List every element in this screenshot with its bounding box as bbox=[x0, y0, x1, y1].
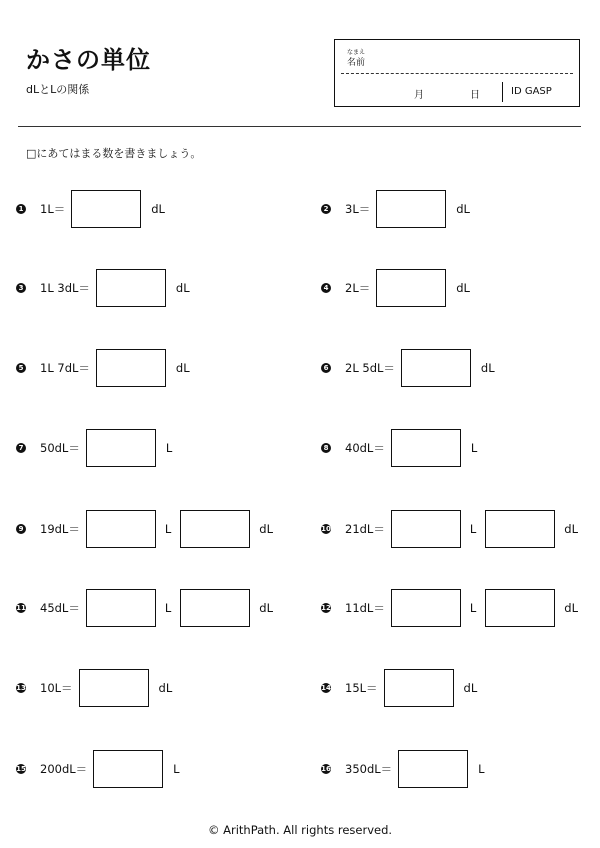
problem-number: 15 bbox=[16, 765, 26, 773]
problem-expression: 350dL＝ bbox=[345, 762, 393, 776]
problem-unit: L bbox=[173, 762, 180, 776]
name-furigana: なまえ bbox=[347, 49, 366, 56]
problem-expression: 2L 5dL＝ bbox=[345, 361, 395, 375]
problem-unit: L bbox=[478, 762, 485, 776]
problem-number: 10 bbox=[321, 525, 331, 533]
problem-unit: L bbox=[164, 601, 172, 615]
problem-expression: 3L＝ bbox=[345, 202, 371, 216]
problem-number: 13 bbox=[16, 684, 26, 692]
answer-box[interactable] bbox=[71, 190, 141, 228]
problem-expression: 1L＝ bbox=[40, 202, 66, 216]
problem-number: 4 bbox=[321, 283, 331, 293]
answer-box[interactable] bbox=[401, 349, 471, 387]
problem-unit: dL bbox=[158, 681, 173, 695]
id-label: ID GASP bbox=[511, 86, 552, 97]
problem-unit: L bbox=[469, 522, 477, 536]
problem-expression: 11dL＝ bbox=[345, 601, 385, 615]
problem-number: 12 bbox=[321, 604, 331, 612]
name-label: 名前 bbox=[347, 58, 366, 68]
problem-4 bbox=[321, 268, 470, 308]
problem-expression: 19dL＝ bbox=[40, 522, 80, 536]
answer-box[interactable] bbox=[376, 269, 446, 307]
problem-expression: 1L 3dL＝ bbox=[40, 281, 90, 295]
problem-expression: 2L＝ bbox=[345, 281, 371, 295]
problem-expression: 45dL＝ bbox=[40, 601, 80, 615]
problem-unit: dL bbox=[456, 202, 470, 216]
problem-10 bbox=[321, 509, 581, 549]
name-dotted-line bbox=[341, 73, 573, 74]
problem-15 bbox=[16, 749, 180, 789]
day-label: 日 bbox=[470, 90, 480, 101]
answer-box[interactable] bbox=[79, 669, 149, 707]
problem-unit: L bbox=[164, 522, 172, 536]
answer-box[interactable] bbox=[391, 589, 461, 627]
problem-number: 3 bbox=[16, 283, 26, 293]
problem-number: 8 bbox=[321, 443, 331, 453]
problem-unit: L bbox=[165, 441, 173, 455]
problem-number: 9 bbox=[16, 524, 26, 534]
problem-unit: dL bbox=[480, 361, 495, 375]
answer-box[interactable] bbox=[86, 429, 156, 467]
answer-box[interactable] bbox=[96, 349, 166, 387]
answer-box[interactable] bbox=[86, 589, 156, 627]
problem-unit: dL bbox=[175, 281, 190, 295]
problem-unit: L bbox=[470, 441, 478, 455]
answer-box-2[interactable] bbox=[485, 589, 555, 627]
problem-number: 1 bbox=[16, 204, 26, 214]
worksheet-title: かさの単位 bbox=[26, 46, 151, 74]
name-date-box bbox=[334, 39, 580, 107]
answer-box[interactable] bbox=[398, 750, 468, 788]
answer-box[interactable] bbox=[96, 269, 166, 307]
problem-12 bbox=[321, 588, 581, 628]
id-separator bbox=[502, 82, 503, 102]
problem-8 bbox=[321, 428, 477, 468]
problem-unit-2: dL bbox=[259, 601, 273, 615]
problem-7 bbox=[16, 428, 172, 468]
header-divider bbox=[18, 126, 581, 127]
problem-number: 14 bbox=[321, 684, 331, 692]
problem-number: 11 bbox=[16, 604, 26, 612]
problem-expression: 50dL＝ bbox=[40, 441, 80, 455]
copyright-footer: © ArithPath. All rights reserved. bbox=[207, 823, 393, 837]
problem-1 bbox=[16, 189, 165, 229]
problem-expression: 1L 7dL＝ bbox=[40, 361, 90, 375]
worksheet-subtitle: dLとLの関係 bbox=[26, 83, 90, 96]
problem-16 bbox=[321, 749, 485, 789]
problem-6 bbox=[321, 348, 495, 388]
instruction-text: □にあてはまる数を書きましょう。 bbox=[26, 147, 202, 160]
answer-box-2[interactable] bbox=[485, 510, 555, 548]
problem-number: 5 bbox=[16, 363, 26, 373]
problem-unit-2: dL bbox=[259, 522, 273, 536]
problem-expression: 200dL＝ bbox=[40, 762, 88, 776]
problem-unit-2: dL bbox=[564, 522, 578, 536]
problem-14 bbox=[321, 668, 477, 708]
problem-number: 16 bbox=[321, 765, 331, 773]
problem-expression: 15L＝ bbox=[345, 681, 378, 695]
problem-unit: dL bbox=[456, 281, 470, 295]
problem-expression: 10L＝ bbox=[40, 681, 73, 695]
problem-5 bbox=[16, 348, 190, 388]
answer-box-2[interactable] bbox=[180, 510, 250, 548]
problem-expression: 21dL＝ bbox=[345, 522, 385, 536]
answer-box[interactable] bbox=[384, 669, 454, 707]
problem-unit-2: dL bbox=[564, 601, 578, 615]
problem-number: 2 bbox=[321, 204, 331, 214]
answer-box[interactable] bbox=[86, 510, 156, 548]
answer-box[interactable] bbox=[93, 750, 163, 788]
problem-expression: 40dL＝ bbox=[345, 441, 385, 455]
problem-2 bbox=[321, 189, 470, 229]
answer-box-2[interactable] bbox=[180, 589, 250, 627]
problem-11 bbox=[16, 588, 276, 628]
problem-number: 6 bbox=[321, 363, 331, 373]
answer-box[interactable] bbox=[376, 190, 446, 228]
month-label: 月 bbox=[414, 90, 424, 101]
problem-9 bbox=[16, 509, 276, 549]
problem-3 bbox=[16, 268, 190, 308]
problem-unit: dL bbox=[175, 361, 190, 375]
problem-unit: L bbox=[469, 601, 477, 615]
problem-unit: dL bbox=[463, 681, 478, 695]
problem-number: 7 bbox=[16, 443, 26, 453]
problem-unit: dL bbox=[151, 202, 165, 216]
problem-13 bbox=[16, 668, 172, 708]
answer-box[interactable] bbox=[391, 429, 461, 467]
answer-box[interactable] bbox=[391, 510, 461, 548]
